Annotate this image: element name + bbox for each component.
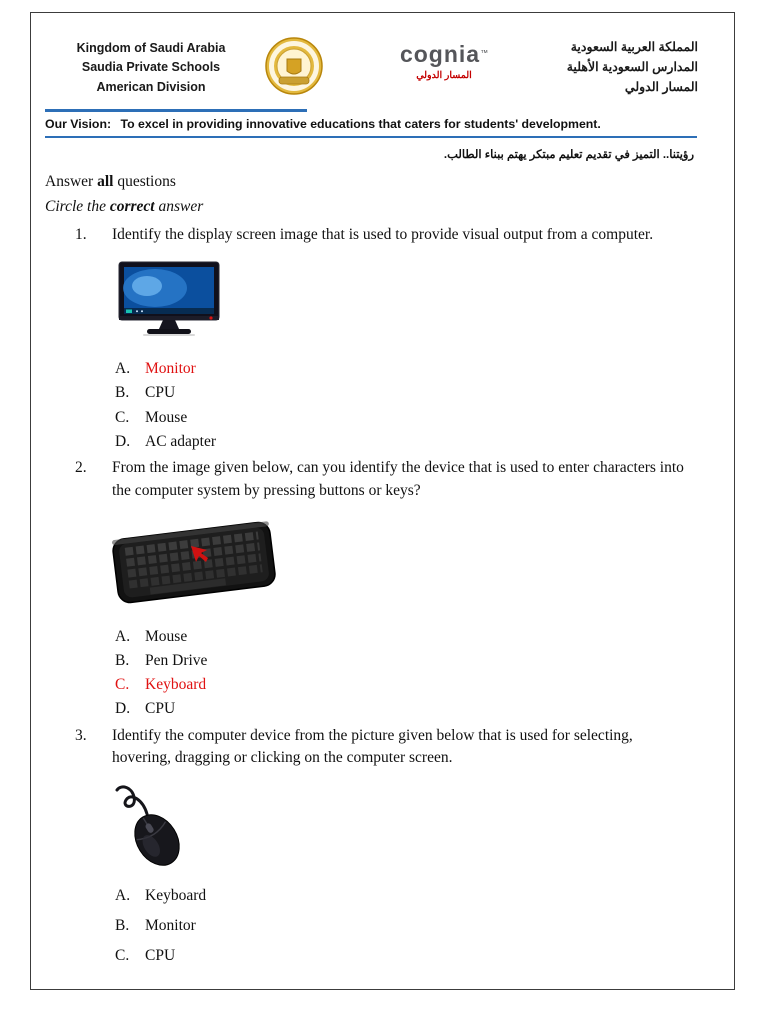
instruction-answer-all (45, 171, 692, 193)
question-text: Identify the display screen image that is used to provide visual output from a computer. (112, 225, 654, 243)
option-letter: A. (115, 627, 131, 645)
option-row (115, 676, 692, 694)
option-letter: D. (115, 700, 131, 718)
school-name-line2: Saudia Private Schools (81, 60, 221, 75)
option-row (115, 947, 692, 965)
option-row (115, 628, 692, 646)
school-name-line1: Kingdom of Saudi Arabia (76, 41, 226, 55)
vision-text: To excel in providing innovative educations that caters for students' development. (120, 117, 601, 131)
arabic-line2: المدارس السعودية الأهلية (566, 60, 698, 74)
instruction-circle-correct (45, 196, 692, 218)
question-number: 3. (75, 726, 87, 744)
keyboard-image (103, 512, 692, 619)
option-row (115, 700, 692, 718)
question-text: From the image given below, can you identify the device that is used to enter characters into the computer system by pressing buttons or keys? (112, 459, 684, 499)
question-2 (45, 457, 692, 502)
instruction-text: answer (154, 198, 204, 216)
question-1-options (115, 360, 692, 451)
arabic-line3: المسار الدولي (624, 80, 698, 94)
option-text: CPU (145, 700, 176, 718)
option-text: CPU (145, 946, 176, 964)
vision-statement (45, 117, 697, 138)
option-row (115, 917, 692, 935)
option-row (115, 433, 692, 451)
monitor-image (117, 260, 692, 349)
question-number: 1. (75, 225, 87, 243)
instruction-text: Answer (45, 173, 98, 190)
option-text: Pen Drive (145, 651, 208, 669)
instruction-bold: all (97, 173, 114, 190)
school-crest-icon (263, 35, 325, 97)
page-border (30, 12, 735, 990)
option-text: Keyboard (145, 887, 207, 905)
option-text-correct: Keyboard (145, 676, 207, 694)
question-2-options (115, 628, 692, 719)
question-number: 2. (75, 459, 87, 477)
exam-content (31, 165, 734, 965)
question-3 (45, 725, 692, 770)
option-text: CPU (145, 384, 176, 402)
arabic-line1: المملكة العربية السعودية (570, 40, 698, 54)
vision-statement-arabic: رؤيتنا.. التميز في تقديم تعليم مبتكر يهتم ببناء الطالب. (443, 149, 694, 161)
vision-label: Our Vision: (45, 117, 112, 131)
option-row (115, 887, 692, 905)
option-text: Mouse (145, 627, 188, 645)
option-row (115, 384, 692, 402)
option-letter: B. (115, 651, 130, 669)
question-1 (45, 224, 692, 246)
page-header (31, 13, 734, 165)
option-letter: C. (115, 408, 130, 426)
option-letter: A. (115, 359, 131, 377)
cognia-arabic-subtext: المسار الدولي (416, 70, 472, 81)
school-name-block (45, 39, 257, 97)
option-letter: C. (115, 946, 130, 964)
question-text: Identify the computer device from the picture given below that is used for selecting, hovering, dragging or clicking on the computer screen. (112, 726, 633, 767)
school-name-arabic-block (468, 37, 698, 97)
option-row (115, 360, 692, 378)
option-text: Monitor (145, 917, 196, 934)
question-3-options (115, 887, 692, 964)
option-letter: B. (115, 384, 130, 402)
option-text: AC adapter (145, 432, 217, 450)
school-name-line3: American Division (96, 79, 206, 94)
option-text-correct: Monitor (145, 359, 196, 377)
option-row (115, 409, 692, 427)
option-letter: B. (115, 917, 130, 934)
instruction-text: Circle the (45, 198, 110, 216)
option-letter: C. (115, 676, 130, 694)
instruction-text: questions (113, 173, 176, 190)
option-letter: A. (115, 887, 131, 905)
option-letter: D. (115, 432, 131, 450)
mouse-image (113, 780, 692, 879)
option-text: Mouse (145, 408, 188, 426)
cognia-wordmark: cognia (399, 41, 481, 67)
header-divider-line (45, 109, 307, 112)
instruction-bold: correct (109, 198, 155, 216)
cognia-trademark: ™ (480, 48, 489, 58)
option-row (115, 652, 692, 670)
